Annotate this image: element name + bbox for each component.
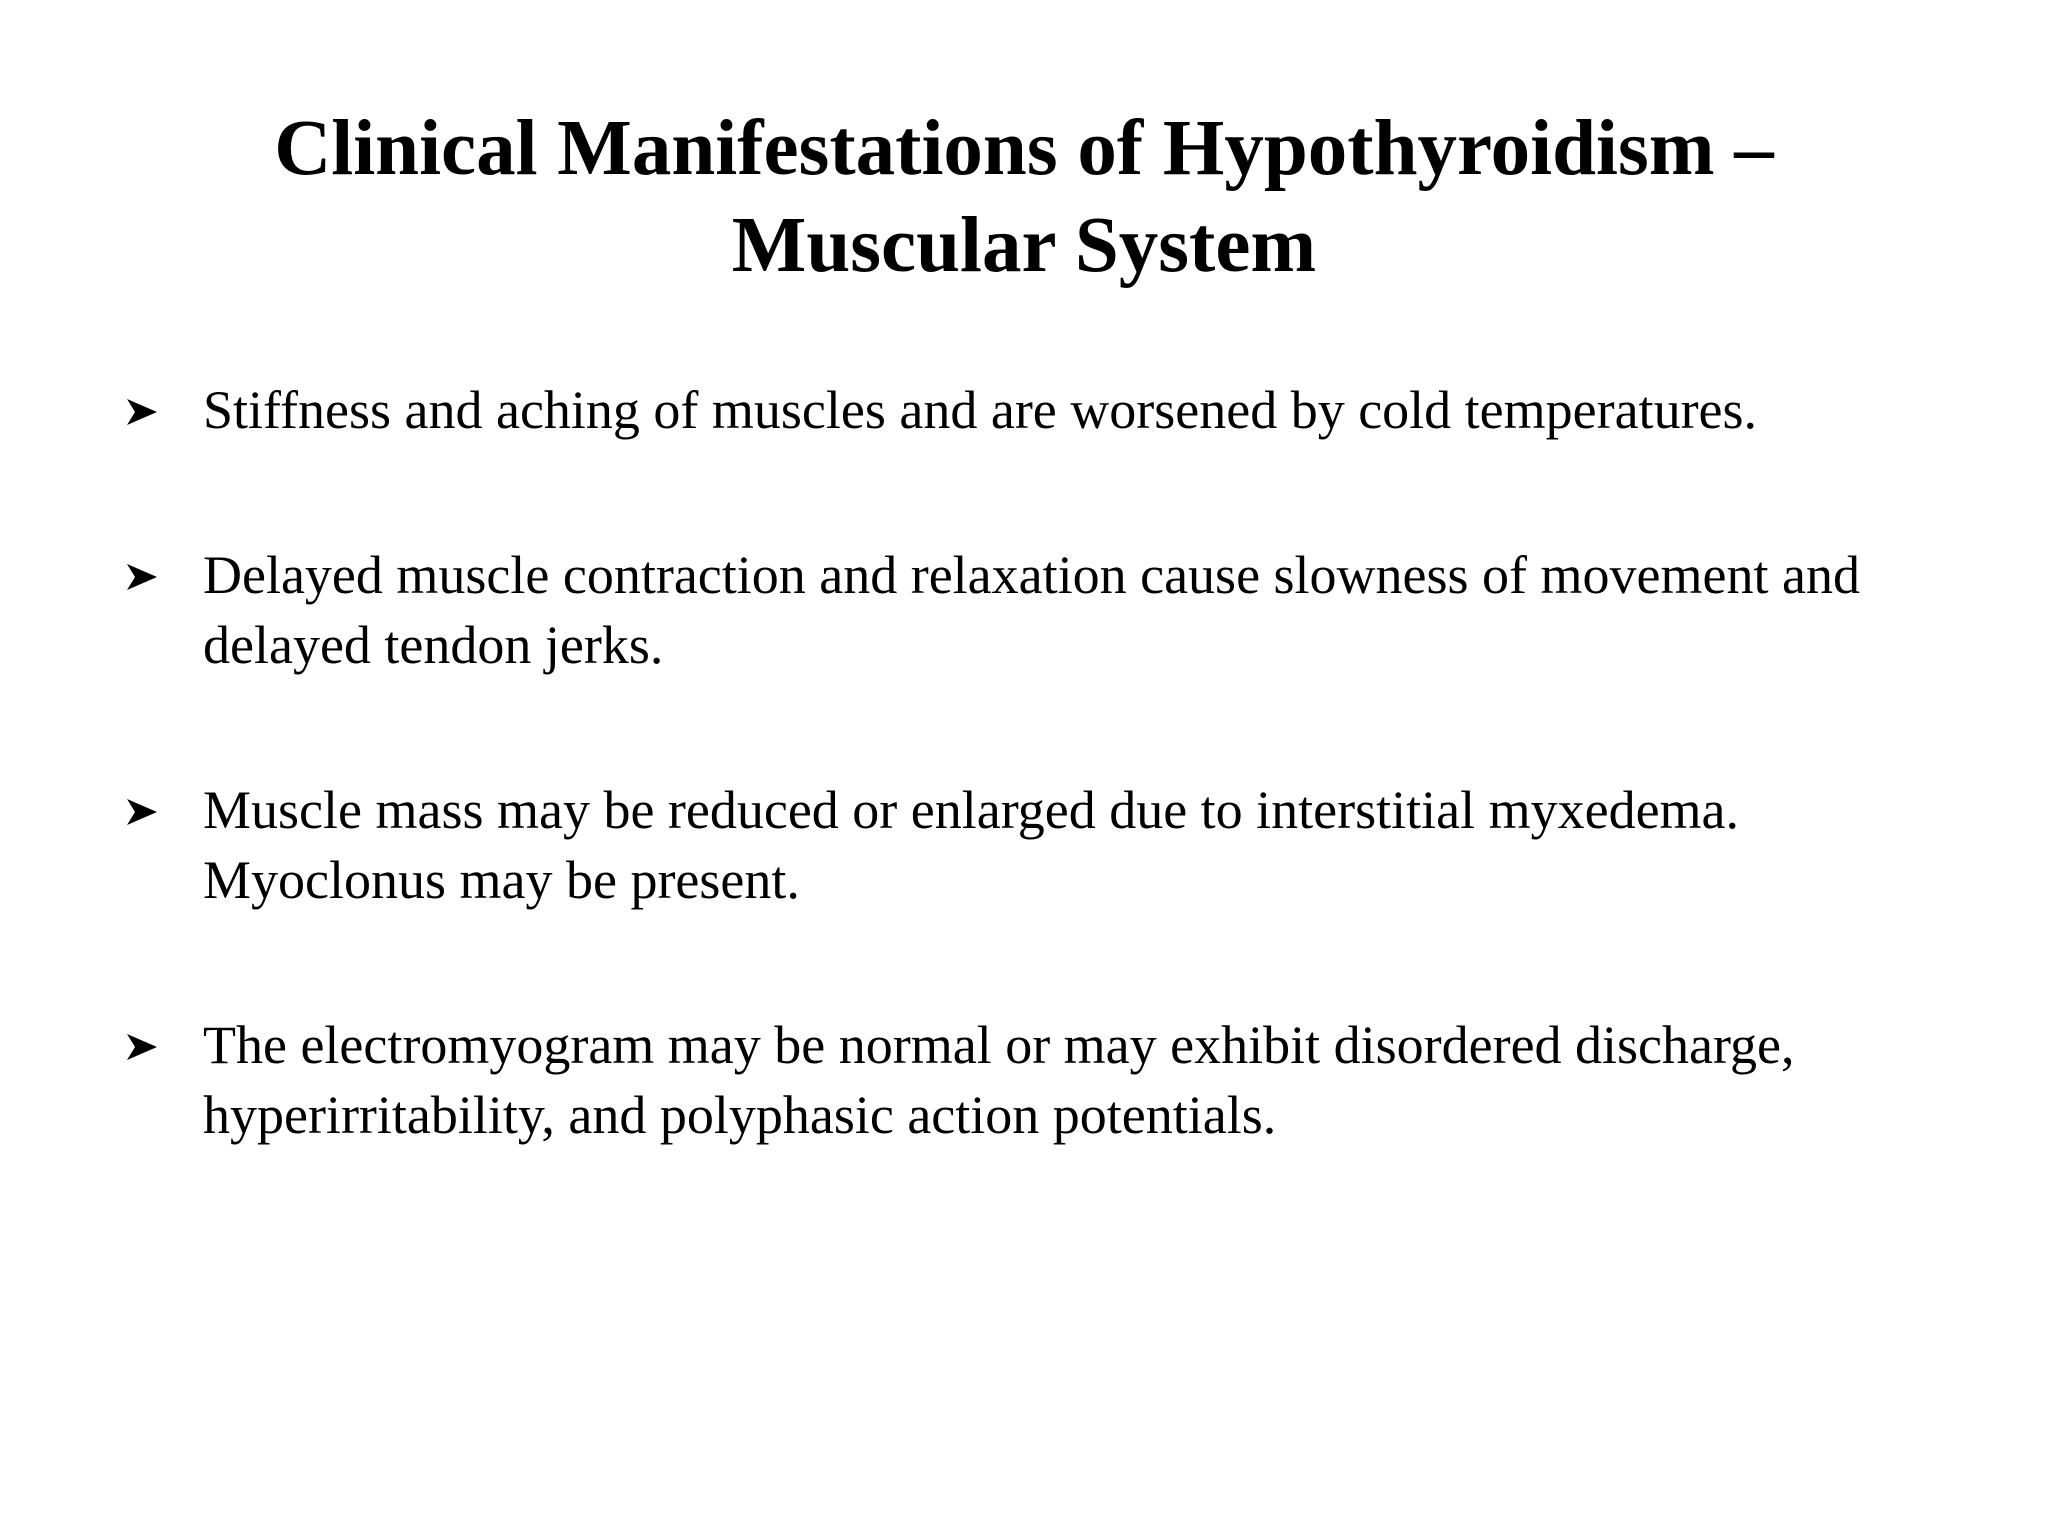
slide-title-line-1: Clinical Manifestations of Hypothyroidism – <box>274 105 1774 192</box>
bullet-text: The electromyogram may be normal or may exhibit disordered discharge, hyperirritability, and polyphasic action potentials. <box>203 1015 1795 1145</box>
bullet-item <box>125 540 1925 680</box>
bullet-list <box>125 375 1925 1150</box>
bullet-text: Muscle mass may be reduced or enlarged due to interstitial myxedema. Myoclonus may be present. <box>203 780 1740 910</box>
bullet-item <box>125 375 1925 445</box>
slide-title-line-2: Muscular System <box>731 202 1317 289</box>
arrowhead-bullet-icon <box>125 397 159 427</box>
arrowhead-bullet-icon <box>125 1032 159 1062</box>
bullet-text: Stiffness and aching of muscles and are worsened by cold temperatures. <box>203 380 1758 440</box>
slide-title <box>160 100 1888 294</box>
bullet-item <box>125 775 1925 915</box>
arrowhead-bullet-icon <box>125 562 159 592</box>
bullet-item <box>125 1010 1925 1150</box>
arrowhead-bullet-icon <box>125 797 159 827</box>
bullet-text: Delayed muscle contraction and relaxation cause slowness of movement and delayed tendon jerks. <box>203 545 1860 675</box>
